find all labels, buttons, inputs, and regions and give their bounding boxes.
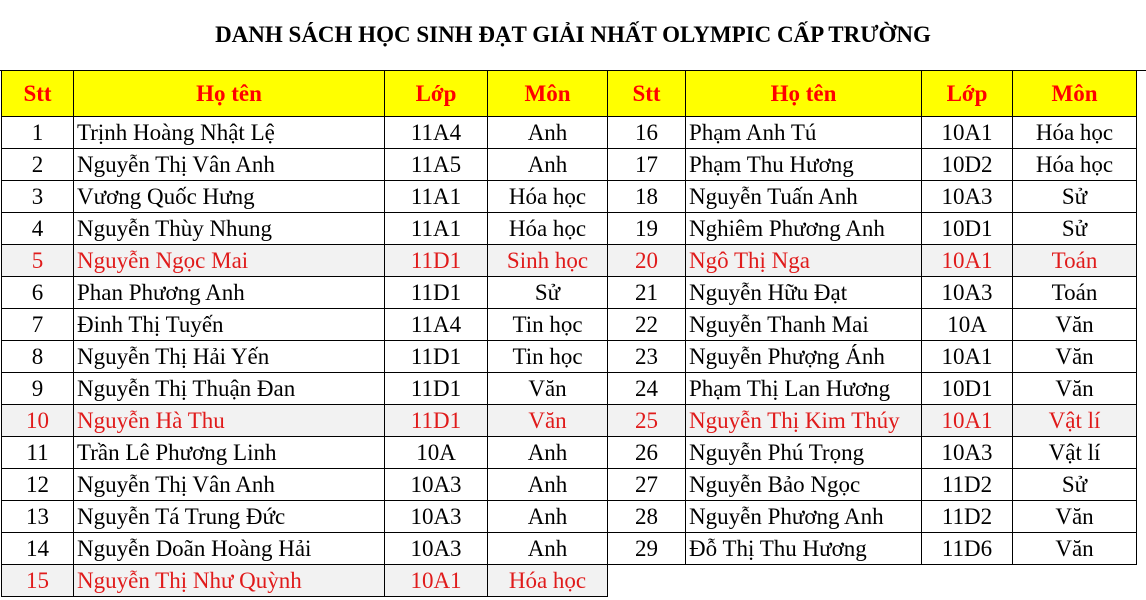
right-stt-cell[interactable]: 29 [608, 533, 686, 565]
header-cell-stt[interactable]: Stt [2, 71, 74, 117]
right-class-cell[interactable]: 11D2 [922, 469, 1013, 501]
left-subject-cell[interactable]: Anh [488, 533, 608, 565]
left-name-cell[interactable]: Nguyễn Thị Vân Anh [74, 469, 385, 501]
right-name-cell[interactable]: Phạm Anh Tú [686, 117, 922, 149]
left-stt-cell[interactable]: 8 [2, 341, 74, 373]
right-name-cell[interactable]: Nguyễn Thị Kim Thúy [686, 405, 922, 437]
table-row [2, 565, 1137, 597]
left-name-cell[interactable]: Nguyễn Doãn Hoàng Hải [74, 533, 385, 565]
right-stt-cell[interactable]: 20 [608, 245, 686, 277]
right-class-cell[interactable]: 10D2 [922, 149, 1013, 181]
left-stt-cell[interactable]: 1 [2, 117, 74, 149]
left-subject-cell[interactable]: Anh [488, 437, 608, 469]
right-subject-cell[interactable]: Hóa học [1013, 149, 1137, 181]
left-stt-cell[interactable]: 7 [2, 309, 74, 341]
header-cell-name-2[interactable]: Họ tên [686, 71, 922, 117]
empty-cell[interactable] [922, 565, 1013, 597]
table-row [2, 213, 1137, 245]
right-stt-cell[interactable]: 18 [608, 181, 686, 213]
right-name-cell[interactable]: Nguyễn Hữu Đạt [686, 277, 922, 309]
header-cell-class[interactable]: Lớp [385, 71, 488, 117]
empty-cell[interactable] [608, 565, 686, 597]
left-name-cell[interactable]: Vương Quốc Hưng [74, 181, 385, 213]
left-name-cell[interactable]: Nguyễn Thị Hải Yến [74, 341, 385, 373]
left-class-cell[interactable]: 11D1 [385, 245, 488, 277]
left-subject-cell[interactable]: Hóa học [488, 565, 608, 597]
left-name-cell[interactable]: Đinh Thị Tuyến [74, 309, 385, 341]
right-class-cell[interactable]: 11D6 [922, 533, 1013, 565]
table-row [2, 277, 1137, 309]
left-subject-cell[interactable]: Tin học [488, 309, 608, 341]
right-stt-cell[interactable]: 25 [608, 405, 686, 437]
header-cell-class-2[interactable]: Lớp [922, 71, 1013, 117]
right-class-cell[interactable]: 10A1 [922, 117, 1013, 149]
left-subject-cell[interactable]: Hóa học [488, 213, 608, 245]
right-class-cell[interactable]: 10D1 [922, 213, 1013, 245]
table-row [2, 245, 1137, 277]
right-stt-cell[interactable]: 23 [608, 341, 686, 373]
right-name-cell[interactable]: Phạm Thị Lan Hương [686, 373, 922, 405]
empty-cell[interactable] [1013, 565, 1137, 597]
left-subject-cell[interactable]: Anh [488, 117, 608, 149]
table-row [2, 405, 1137, 437]
right-subject-cell[interactable]: Toán [1013, 277, 1137, 309]
table-row [2, 373, 1137, 405]
left-stt-cell[interactable]: 4 [2, 213, 74, 245]
left-name-cell[interactable]: Nguyễn Thị Như Quỳnh [74, 565, 385, 597]
left-stt-cell[interactable]: 10 [2, 405, 74, 437]
left-subject-cell[interactable]: Sinh học [488, 245, 608, 277]
header-cell-name[interactable]: Họ tên [74, 71, 385, 117]
header-row [2, 71, 1137, 117]
right-subject-cell[interactable]: Văn [1013, 373, 1137, 405]
right-name-cell[interactable]: Nguyễn Bảo Ngọc [686, 469, 922, 501]
left-stt-cell[interactable]: 11 [2, 437, 74, 469]
right-name-cell[interactable]: Nguyễn Phương Anh [686, 501, 922, 533]
right-subject-cell[interactable]: Sử [1013, 469, 1137, 501]
header-cell-subject-2[interactable]: Môn [1013, 71, 1137, 117]
right-stt-cell[interactable]: 17 [608, 149, 686, 181]
right-name-cell[interactable]: Nghiêm Phương Anh [686, 213, 922, 245]
left-stt-cell[interactable]: 15 [2, 565, 74, 597]
left-name-cell[interactable]: Nguyễn Thùy Nhung [74, 213, 385, 245]
left-stt-cell[interactable]: 6 [2, 277, 74, 309]
table-row [2, 533, 1137, 565]
left-name-cell[interactable]: Nguyễn Thị Thuận Đan [74, 373, 385, 405]
right-subject-cell[interactable]: Toán [1013, 245, 1137, 277]
table-row [2, 341, 1137, 373]
left-stt-cell[interactable]: 2 [2, 149, 74, 181]
left-class-cell[interactable]: 11A4 [385, 309, 488, 341]
header-cell-subject[interactable]: Môn [488, 71, 608, 117]
left-stt-cell[interactable]: 14 [2, 533, 74, 565]
right-subject-cell[interactable]: Sử [1013, 181, 1137, 213]
left-class-cell[interactable]: 11D1 [385, 277, 488, 309]
right-subject-cell[interactable]: Vật lí [1013, 405, 1137, 437]
right-stt-cell[interactable]: 22 [608, 309, 686, 341]
table-row [2, 149, 1137, 181]
table-row [2, 181, 1137, 213]
right-name-cell[interactable]: Đỗ Thị Thu Hương [686, 533, 922, 565]
right-class-cell[interactable]: 10D1 [922, 373, 1013, 405]
left-stt-cell[interactable]: 9 [2, 373, 74, 405]
right-subject-cell[interactable]: Văn [1013, 501, 1137, 533]
table-body [2, 71, 1137, 597]
right-name-cell[interactable]: Nguyễn Phượng Ánh [686, 341, 922, 373]
right-class-cell[interactable]: 10A1 [922, 405, 1013, 437]
left-class-cell[interactable]: 11D1 [385, 405, 488, 437]
left-stt-cell[interactable]: 3 [2, 181, 74, 213]
left-stt-cell[interactable]: 13 [2, 501, 74, 533]
left-name-cell[interactable]: Nguyễn Ngọc Mai [74, 245, 385, 277]
left-name-cell[interactable]: Nguyễn Thị Vân Anh [74, 149, 385, 181]
empty-cell[interactable] [686, 565, 922, 597]
right-class-cell[interactable]: 10A1 [922, 341, 1013, 373]
header-cell-stt-2[interactable]: Stt [608, 71, 686, 117]
left-name-cell[interactable]: Nguyễn Tá Trung Đức [74, 501, 385, 533]
right-stt-cell[interactable]: 26 [608, 437, 686, 469]
right-subject-cell[interactable]: Văn [1013, 309, 1137, 341]
left-subject-cell[interactable]: Văn [488, 405, 608, 437]
left-subject-cell[interactable]: Anh [488, 501, 608, 533]
left-class-cell[interactable]: 11A1 [385, 213, 488, 245]
left-subject-cell[interactable]: Tin học [488, 341, 608, 373]
left-class-cell[interactable]: 11A5 [385, 149, 488, 181]
left-class-cell[interactable]: 10A [385, 437, 488, 469]
left-class-cell[interactable]: 11D1 [385, 341, 488, 373]
left-name-cell[interactable]: Nguyễn Hà Thu [74, 405, 385, 437]
left-class-cell[interactable]: 10A3 [385, 469, 488, 501]
right-subject-cell[interactable]: Sử [1013, 213, 1137, 245]
left-class-cell[interactable]: 10A3 [385, 533, 488, 565]
table-row [2, 117, 1137, 149]
right-class-cell[interactable]: 10A1 [922, 245, 1013, 277]
right-class-cell[interactable]: 11D2 [922, 501, 1013, 533]
left-subject-cell[interactable]: Văn [488, 373, 608, 405]
left-stt-cell[interactable]: 5 [2, 245, 74, 277]
left-name-cell[interactable]: Trần Lê Phương Linh [74, 437, 385, 469]
left-subject-cell[interactable]: Hóa học [488, 181, 608, 213]
left-subject-cell[interactable]: Anh [488, 469, 608, 501]
right-name-cell[interactable]: Nguyễn Tuấn Anh [686, 181, 922, 213]
right-name-cell[interactable]: Nguyễn Phú Trọng [686, 437, 922, 469]
right-class-cell[interactable]: 10A3 [922, 277, 1013, 309]
right-subject-cell[interactable]: Văn [1013, 533, 1137, 565]
left-name-cell[interactable]: Trịnh Hoàng Nhật Lệ [74, 117, 385, 149]
left-name-cell[interactable]: Phan Phương Anh [74, 277, 385, 309]
left-stt-cell[interactable]: 12 [2, 469, 74, 501]
right-stt-cell[interactable]: 27 [608, 469, 686, 501]
sheet-title[interactable]: DANH SÁCH HỌC SINH ĐẠT GIẢI NHẤT OLYMPIC CẤP TRƯỜNG [0, 0, 1146, 71]
right-name-cell[interactable]: Ngô Thị Nga [686, 245, 922, 277]
right-stt-cell[interactable]: 24 [608, 373, 686, 405]
student-table [1, 70, 1137, 597]
right-stt-cell[interactable]: 21 [608, 277, 686, 309]
right-subject-cell[interactable]: Văn [1013, 341, 1137, 373]
right-name-cell[interactable]: Nguyễn Thanh Mai [686, 309, 922, 341]
left-class-cell[interactable]: 10A1 [385, 565, 488, 597]
table-row [2, 469, 1137, 501]
left-subject-cell[interactable]: Anh [488, 149, 608, 181]
right-stt-cell[interactable]: 19 [608, 213, 686, 245]
left-class-cell[interactable]: 10A3 [385, 501, 488, 533]
left-class-cell[interactable]: 11A4 [385, 117, 488, 149]
right-class-cell[interactable]: 10A [922, 309, 1013, 341]
right-class-cell[interactable]: 10A3 [922, 437, 1013, 469]
right-class-cell[interactable]: 10A3 [922, 181, 1013, 213]
left-class-cell[interactable]: 11D1 [385, 373, 488, 405]
right-stt-cell[interactable]: 16 [608, 117, 686, 149]
right-subject-cell[interactable]: Vật lí [1013, 437, 1137, 469]
left-subject-cell[interactable]: Sử [488, 277, 608, 309]
right-stt-cell[interactable]: 28 [608, 501, 686, 533]
table-row [2, 309, 1137, 341]
left-class-cell[interactable]: 11A1 [385, 181, 488, 213]
right-subject-cell[interactable]: Hóa học [1013, 117, 1137, 149]
right-name-cell[interactable]: Phạm Thu Hương [686, 149, 922, 181]
table-row [2, 501, 1137, 533]
table-row [2, 437, 1137, 469]
